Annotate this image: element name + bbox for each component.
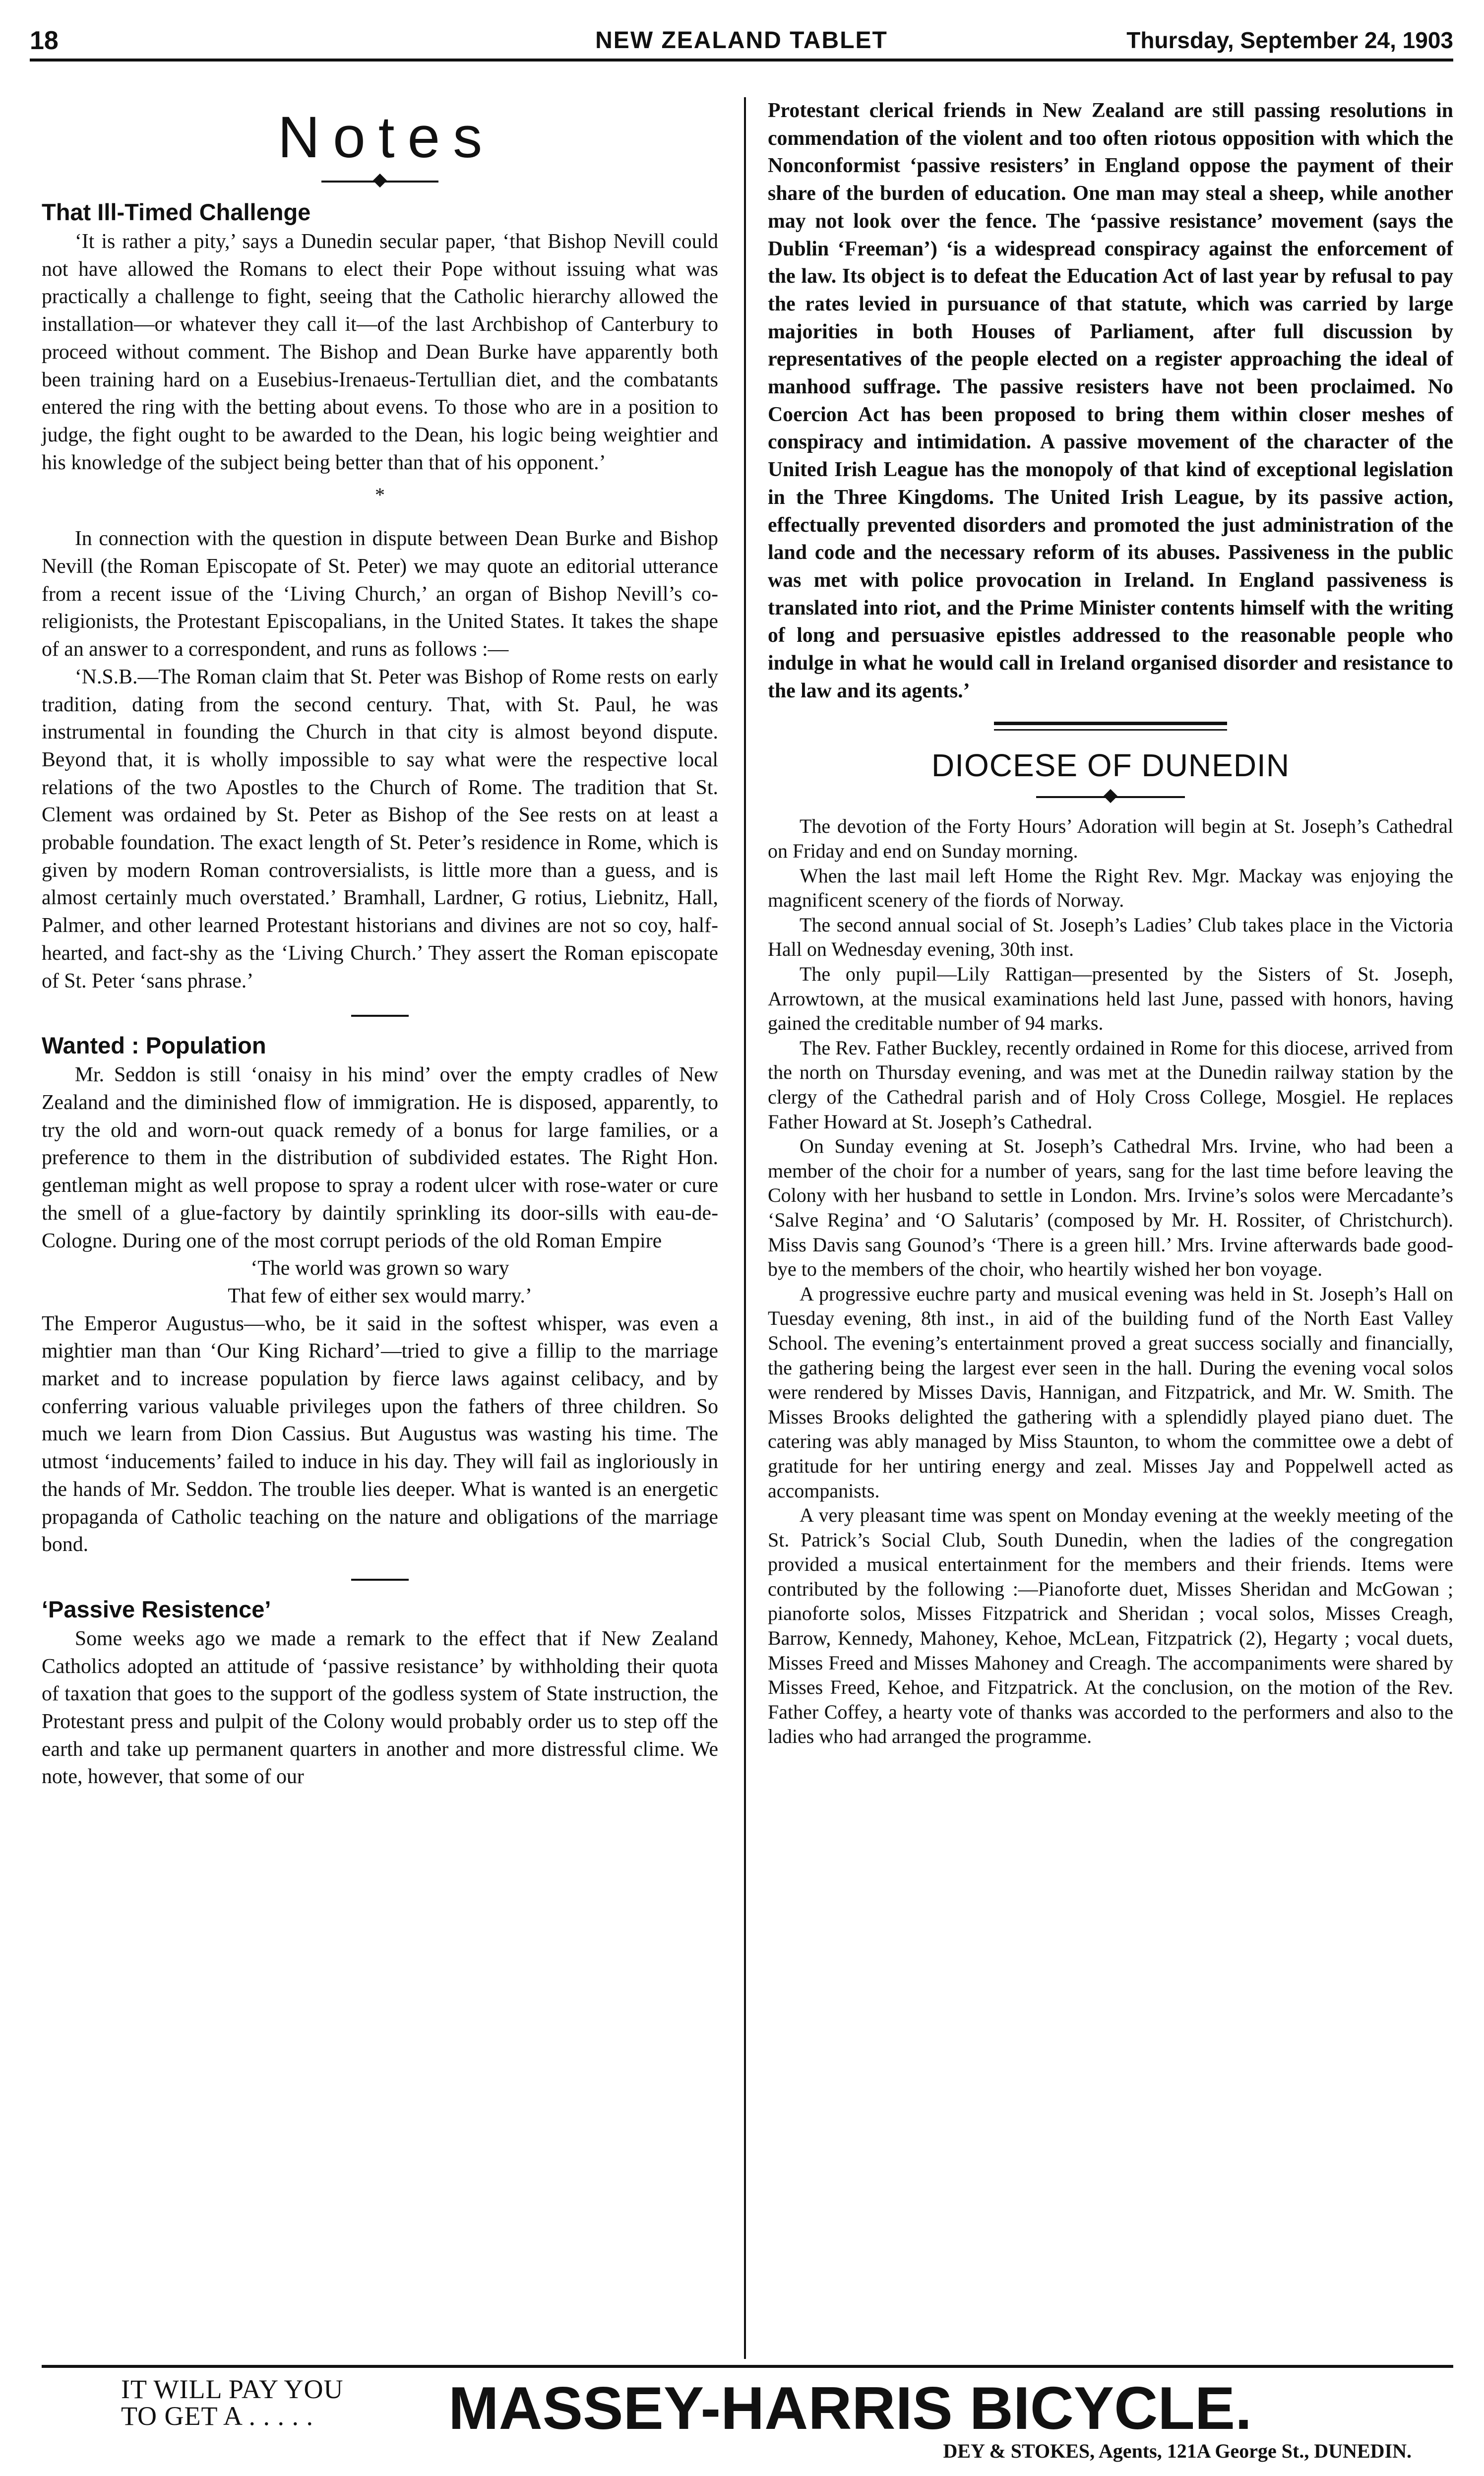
news-item: The devotion of the Forty Hours’ Adoration will begin at St. Joseph’s Cathedral on Friday and end on Sunday morning.: [768, 815, 1453, 863]
page-number: 18: [30, 26, 59, 55]
article-paragraph: ‘It is rather a pity,’ says a Dunedin secular paper, ‘that Bishop Nevill could not have allowed the Romans to elect their Pope without issuing what was practically a challenge to fight, seeing that the Catholic hierarchy allowed the installation—or whatever they call it—of the last Archbishop of Canterbury to proceed without comment. The Bishop and Dean Burke have apparently both been training hard on a Eusebius-Irenaeus-Tertullian diet, and the combatants entered the ring with the betting about evens. To those who are in a position to judge, the fight ought to be awarded to the Dean, his logic being weightier and his knowledge of the subject being better than that of his opponent.’: [42, 230, 718, 474]
section-divider: [351, 1015, 409, 1017]
paper-name: NEW ZEALAND TABLET: [595, 27, 888, 54]
article-paragraph: ‘N.S.B.—The Roman claim that St. Peter was Bishop of Rome rests on early tradition, dating from the second century. That, with St. Paul, he was instrumental in founding the Church in that city is almost beyond dispute. Beyond that, it is wholly impossible to say what were the respective local relations of the two Apostles to the Church of Rome. The tradition that St. Clement was ordained by St. Peter as Bishop of the See rests on at least a probable foundation. The exact length of St. Peter’s residence in Rome, which is given by modern Roman controversialists, is little more than a guess, and is almost certainly much overstated.’ Bramhall, Lardner, G rotius, Liebnitz, Hall, Palmer, and other learned Protestant historians and divines are not so coy, half-hearted, and fact-shy as the ‘Living Church.’ They assert the Roman episcopate of St. Peter ‘sans phrase.’: [42, 665, 718, 992]
article-paragraph: In connection with the question in dispute between Dean Burke and Bishop Nevill (the Roman Episcopate of St. Peter) we may quote an editorial utterance from a recent issue of the ‘Living Church,’ an organ of Bishop Nevill’s co-religionists, the Protestant Episcopalians, in the United States. It takes the shape of an answer to a correspondent, and runs as follows :—: [42, 527, 718, 661]
left-column: [42, 97, 718, 1791]
advert-brand: MASSEY-HARRIS BICYCLE.: [448, 2374, 1252, 2442]
column-divider: [744, 97, 746, 2359]
masthead-rule: [30, 59, 1453, 62]
advert-top-rule: [42, 2365, 1453, 2368]
article-paragraph: Mr. Seddon is still ‘onaisy in his mind’ over the empty cradles of New Zealand and the diminished flow of immigration. He is disposed, apparently, to try the old and worn-out quack remedy of a bonus for large families, or a preference to them in the distribution of subdivided estates. The Right Hon. gentleman might as well propose to spray a rodent ulcer with rose-water or cure the smell of a glue-factory by daintily sprinkling its door-sills with eau-de-Cologne. During one of the most corrupt periods of the old Roman Empire: [42, 1063, 718, 1252]
double-rule: [994, 722, 1227, 731]
advert-agents: DEY & STOKES, Agents, 121A George St., DUNEDIN.: [943, 2440, 1412, 2462]
news-item: When the last mail left Home the Right Rev. Mgr. Mackay was enjoying the magnificent scenery of the fiords of Norway.: [768, 864, 1453, 912]
ornamental-rule: [1036, 785, 1185, 809]
ornamental-rule: [321, 170, 438, 193]
article-paragraph: Some weeks ago we made a remark to the effect that if New Zealand Catholics adopted an attitude of ‘passive resistance’ by withholding their quota of taxation that goes to the support of the godless system of State instruction, the Protestant press and pulpit of the Colony would probably order us to step off the earth and take up permanent quarters in another and more distressful clime. We note, however, that some of our: [42, 1627, 718, 1789]
diocese-news: [768, 814, 1453, 1749]
advert-tagline-2: TO GET A . . . . .: [121, 2401, 314, 2431]
section-heading: That Ill-Timed Challenge: [42, 199, 311, 225]
news-item: A progressive euchre party and musical evening was held in St. Joseph’s Hall on Tuesday evening, 8th inst., in aid of the building fund of the North East Valley School. The evening’s entertainment proved a great success socially and financially, the gathering being the largest ever seen in the hall. During the evening vocal solos were rendered by Misses Davis, Hannigan, and Fitzpatrick, and Mr. W. Smith. The Misses Brooks delighted the gathering with a splendidly played piano duet. The catering was ably managed by Miss Staunton, to whom the committee owe a debt of gratitude for her untiring energy and zeal. Misses Jay and Poppelwell acted as accompanists.: [768, 1282, 1453, 1502]
asterisk-separator: *: [375, 484, 385, 506]
article-paragraph: The Emperor Augustus—who, be it said in the softest whisper, was even a mightier man than ‘Our King Richard’—tried to give a fillip to the marriage market and to increase population by fierce laws against celibacy, and by conferring various valuable privileges upon the fathers of three children. So much we learn from Dion Cassius. But Augustus was wasting his time. The utmost ‘inducements’ failed to induce in his day. They will fail as ingloriously in the hands of Mr. Seddon. The trouble lies deeper. What is wanted is an energetic propaganda of Catholic teaching on the nature and obligations of the marriage bond.: [42, 1312, 718, 1556]
news-item: The only pupil—Lily Rattigan—presented by the Sisters of St. Joseph, Arrowtown, at the musical examinations held last June, passed with honors, having gained the creditable number of 94 marks.: [768, 963, 1453, 1035]
news-item: On Sunday evening at St. Joseph’s Cathedral Mrs. Irvine, who had been a member of the choir for a number of years, sang for the last time before leaving the Colony with her husband to settle in London. Mrs. Irvine’s solos were Mercadante’s ‘Salve Regina’ and ‘O Salutaris’ (composed by Mr. H. Rossiter, of Christchurch). Miss Davis sang Gounod’s ‘There is a green hill.’ Mrs. Irvine afterwards bade good-bye to the members of the choir, who heartily wished her bon voyage.: [768, 1135, 1453, 1281]
news-item: The Rev. Father Buckley, recently ordained in Rome for this diocese, arrived from the north on Thursday evening, and was met at the Dunedin railway station by the clergy of the Cathedral parish and of Holy Cross College, Mosgiel. He replaces Father Howard at St. Joseph’s Cathedral.: [768, 1036, 1453, 1133]
news-item: The second annual social of St. Joseph’s Ladies’ Club takes place in the Victoria Hall on Wednesday evening, 30th inst.: [768, 913, 1453, 961]
right-column: [768, 97, 1453, 1749]
diocese-heading: DIOCESE OF DUNEDIN: [931, 747, 1290, 784]
verse-line: That few of either sex would marry.’: [228, 1284, 532, 1307]
advert-tagline-1: IT WILL PAY YOU: [121, 2374, 344, 2404]
verse-line: ‘The world was grown so wary: [250, 1257, 509, 1280]
bicycle-advertisement: [42, 2376, 1453, 2470]
section-heading: Wanted : Population: [42, 1032, 266, 1059]
news-item: A very pleasant time was spent on Monday evening at the weekly meeting of the St. Patrick’s Social Club, South Dunedin, when the ladies of the congregation provided a musical entertainment for the members and their friends. Items were contributed by the following :—Pianoforte duet, Misses Sheridan and McGowan ; pianoforte solos, Misses Fitzpatrick and Sheridan ; vocal solos, Misses Creagh, Barrow, Kennedy, Mahoney, Kehoe, McLean, Fitzpatrick (2), Hegarty ; vocal duets, Misses Freed and Misses Mahoney and Creagh. The accompaniments were shared by Misses Freed, Kehoe, and Fitzpatrick. At the conclusion, on the motion of the Rev. Father Coffey, a hearty vote of thanks was accorded to the performers and also to the ladies who had arranged the programme.: [768, 1504, 1453, 1748]
notes-title: Notes: [277, 105, 495, 170]
continued-paragraph: Protestant clerical friends in New Zealand are still passing resolutions in commendation of the violent and too often riotous opposition with which the Nonconformist ‘passive resisters’ in England oppose the payment of their share of the burden of education. One man may steal a sheep, while another may not look over the fence. The ‘passive resistance’ movement (says the Dublin ‘Freeman’) ‘is a widespread conspiracy against the enforcement of the law. Its object is to defeat the Education Act of last year by refusal to pay the rates levied in pursuance of that statute, which was carried by large majorities in both Houses of Parliament, after full discussion by representatives of the people elected on a register approaching the ideal of manhood suffrage. The passive resisters have not been proclaimed. No Coercion Act has been proposed to bring them within closer meshes of conspiracy and intimidation. A passive movement of the character of the United Irish League has the monopoly of that kind of exceptional legislation in the Three Kingdoms. The United Irish League, by its passive action, effectually prevented disorders and promoted the just administration of the land code and the necessary reform of its abuses. Passiveness in the public was met with police provocation in Ireland. In England passiveness is translated into riot, and the Prime Minister contents himself with the writing of long and persuasive epistles addressed to the reasonable people who indulge in what he would call in Ireland organised disorder and resistance to the law and its agents.’: [768, 99, 1453, 702]
section-heading: ‘Passive Resistence’: [42, 1596, 271, 1622]
section-divider: [351, 1579, 409, 1581]
issue-date: Thursday, September 24, 1903: [1126, 27, 1453, 53]
